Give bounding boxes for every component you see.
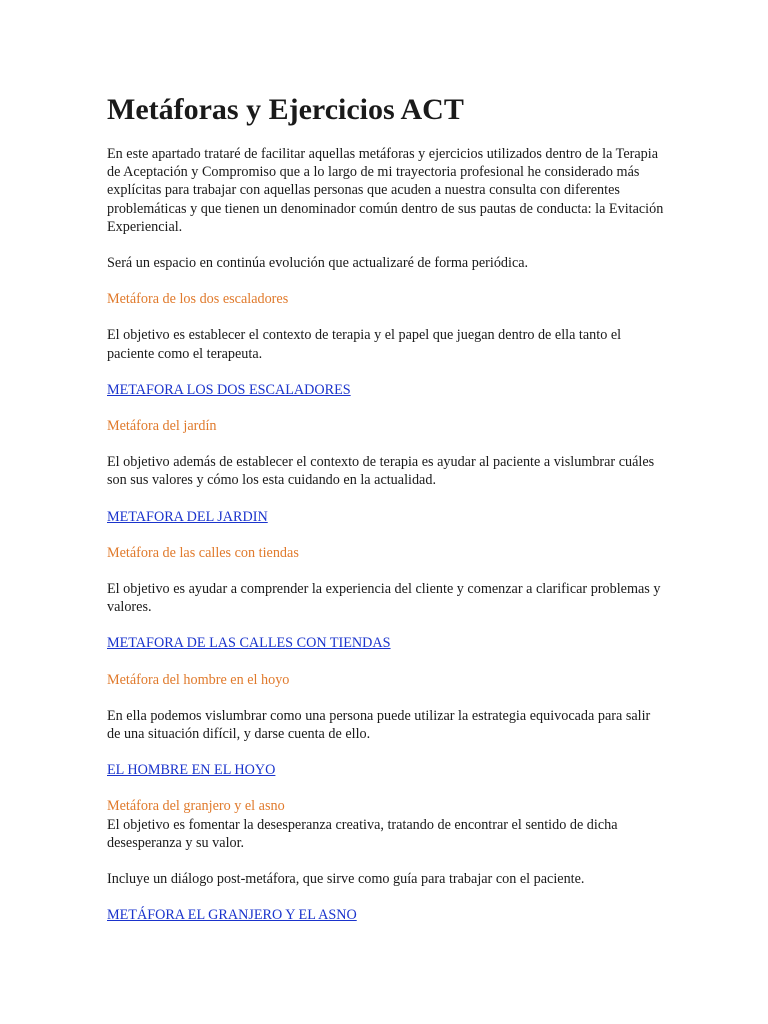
section-body-calles: El objetivo es ayudar a comprender la experiencia del cliente y comenzar a clarificar problemas y valores. (107, 581, 661, 616)
link-hoyo[interactable]: EL HOMBRE EN EL HOYO (107, 762, 276, 779)
section-extra-granjero: Incluye un diálogo post-metáfora, que sirve como guía para trabajar con el paciente. (107, 871, 585, 888)
document-page (107, 92, 667, 924)
intro-note: Será un espacio en continúa evolución que actualizaré de forma periódica. (107, 255, 529, 272)
link-escaladores[interactable]: METAFORA LOS DOS ESCALADORES (107, 381, 351, 398)
intro-paragraph: En este apartado trataré de facilitar aquellas metáforas y ejercicios utilizados dentro de la Terapia de Aceptación y Compromiso que a lo largo de mi trayectoria profesional he considerado más explícitas para trabajar con aquellas personas que acuden a nuestra consulta con diferentes problemáticas y que tienen un denominador común dentro de sus pautas de conducta: la Evitación Experiencial. (107, 146, 664, 235)
link-jardin[interactable]: METAFORA DEL JARDIN (107, 508, 268, 525)
section-body-escaladores: El objetivo es establecer el contexto de terapia y el papel que juegan dentro de ella tanto el paciente como el terapeuta. (107, 327, 622, 362)
section-heading-jardin: Metáfora del jardín (107, 418, 217, 435)
section-body-jardin: El objetivo además de establecer el contexto de terapia es ayudar al paciente a vislumbrar cuáles son sus valores y cómo los esta cuidando en la actualidad. (107, 454, 655, 489)
section-heading-calles: Metáfora de las calles con tiendas (107, 544, 299, 561)
link-calles[interactable]: METAFORA DE LAS CALLES CON TIENDAS (107, 635, 391, 652)
page-title: Metáforas y Ejercicios ACT (107, 93, 464, 126)
section-heading-granjero: Metáfora del granjero y el asno (107, 798, 285, 815)
section-body-granjero: El objetivo es fomentar la desesperanza creativa, tratando de encontrar el sentido de dicha desesperanza y su valor. (107, 816, 618, 851)
section-heading-escaladores: Metáfora de los dos escaladores (107, 291, 289, 308)
link-granjero[interactable]: METÁFORA EL GRANJERO Y EL ASNO (107, 907, 357, 924)
section-heading-hoyo: Metáfora del hombre en el hoyo (107, 671, 290, 688)
section-body-hoyo: En ella podemos vislumbrar como una persona puede utilizar la estrategia equivocada para salir de una situación difícil, y darse cuenta de ello. (107, 707, 651, 743)
